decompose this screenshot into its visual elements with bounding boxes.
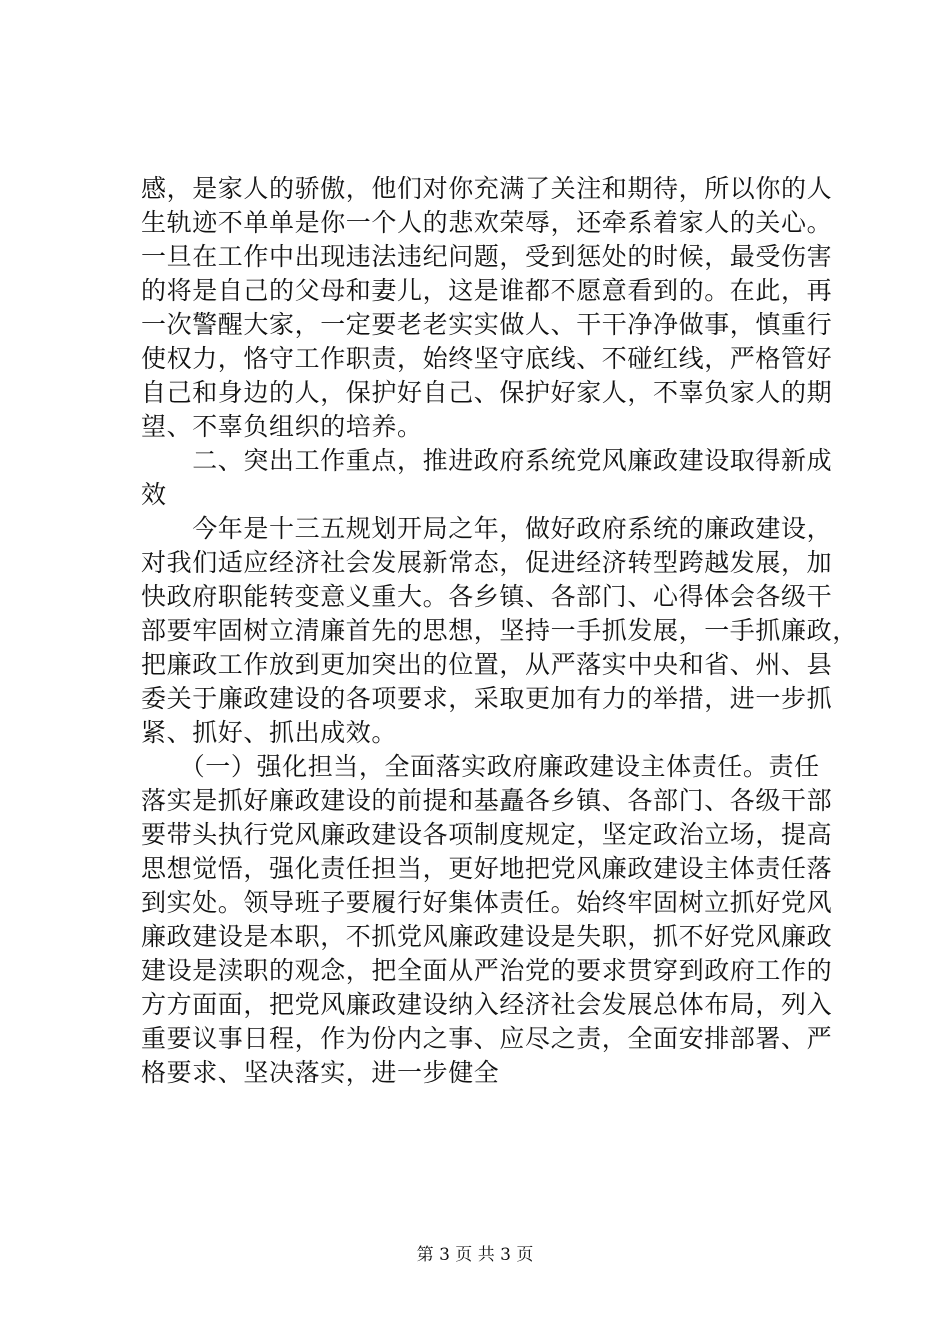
text-line: 快政府职能转变意义重大。各乡镇、各部门、心得体会各级干: [141, 582, 833, 611]
subsection-heading-line: （一）强化担当，全面落实政府廉政建设主体责任。责任: [141, 752, 820, 781]
text-line: 生轨迹不单单是你一个人的悲欢荣辱，还牵系着家人的关心。: [141, 208, 833, 237]
text-line: 一次警醒大家，一定要老老实实做人、干干净净做事，慎重行: [141, 310, 833, 339]
section-heading-line: 效: [141, 480, 167, 509]
text-line: 方方面面，把党风廉政建设纳入经济社会发展总体布局，列入: [141, 990, 833, 1019]
text-line: 格要求、坚决落实，进一步健全: [141, 1058, 500, 1087]
text-line: 紧、抓好、抓出成效。: [141, 718, 398, 747]
text-line: 感，是家人的骄傲，他们对你充满了关注和期待，所以你的人: [141, 174, 833, 203]
text-line: 一旦在工作中出现违法违纪问题，受到惩处的时候，最受伤害: [141, 242, 833, 271]
text-line: 建设是渎职的观念，把全面从严治党的要求贯穿到政府工作的: [141, 956, 833, 985]
text-line: 自己和身边的人，保护好自己、保护好家人，不辜负家人的期: [141, 378, 833, 407]
text-line: 到实处。领导班子要履行好集体责任。始终牢固树立抓好党风: [141, 888, 833, 917]
text-line: 部要牢固树立清廉首先的思想，坚持一手抓发展，一手抓廉政，: [141, 616, 858, 645]
text-line: 思想觉悟，强化责任担当，更好地把党风廉政建设主体责任落: [141, 854, 833, 883]
text-line: 落实是抓好廉政建设的前提和基矗各乡镇、各部门、各级干部: [141, 786, 833, 815]
text-line: 的将是自己的父母和妻儿，这是谁都不愿意看到的。在此，再: [141, 276, 833, 305]
text-line: 望、不辜负组织的培养。: [141, 412, 423, 441]
text-line: 廉政建设是本职，不抓党风廉政建设是失职，抓不好党风廉政: [141, 922, 833, 951]
document-body: [141, 172, 858, 1090]
text-line: 要带头执行党风廉政建设各项制度规定，坚定政治立场，提高: [141, 820, 833, 849]
text-line: 委关于廉政建设的各项要求，采取更加有力的举措，进一步抓: [141, 684, 833, 713]
text-line: 今年是十三五规划开局之年，做好政府系统的廉政建设，: [141, 514, 833, 543]
text-line: 把廉政工作放到更加突出的位置，从严落实中央和省、州、县: [141, 650, 833, 679]
page-number-footer: 第 3 页 共 3 页: [416, 1245, 534, 1265]
text-line: 对我们适应经济社会发展新常态，促进经济转型跨越发展，加: [141, 548, 833, 577]
text-line: 重要议事日程，作为份内之事、应尽之责，全面安排部署、严: [141, 1024, 833, 1053]
text-line: 使权力，恪守工作职责，始终坚守底线、不碰红线，严格管好: [141, 344, 833, 373]
section-heading-line: 二、突出工作重点，推进政府系统党风廉政建设取得新成: [141, 446, 833, 475]
